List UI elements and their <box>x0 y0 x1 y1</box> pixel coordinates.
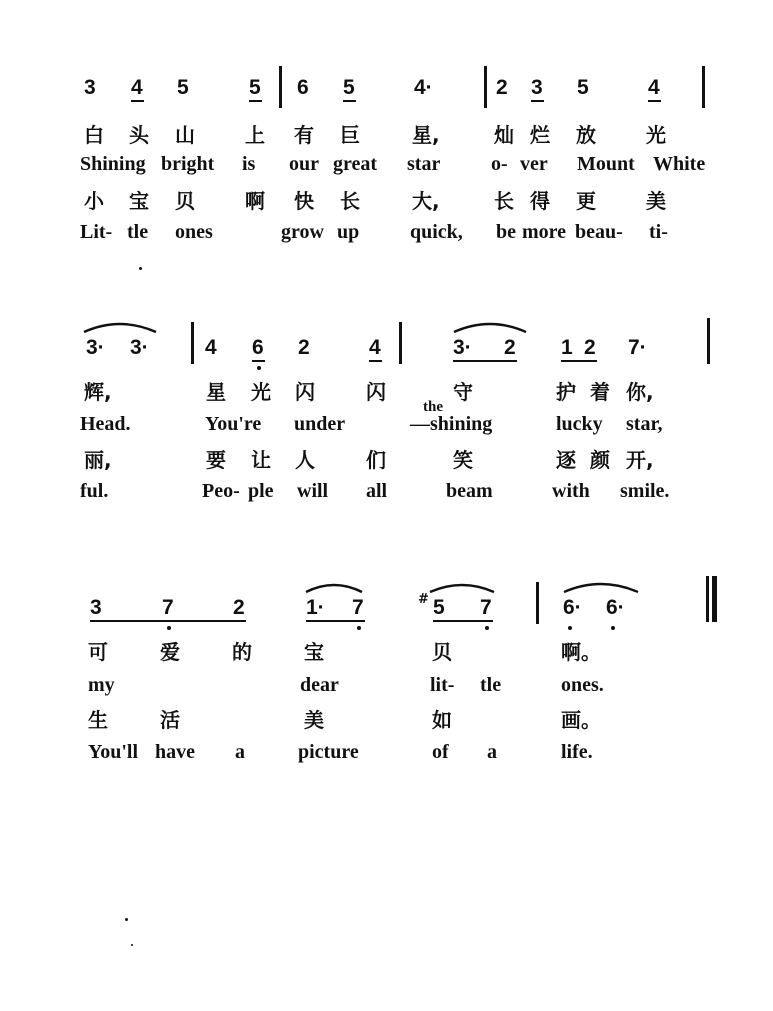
lyric-en: ver <box>520 153 548 175</box>
duration-underline <box>90 620 246 622</box>
lyric-cn: 宝 <box>304 640 324 664</box>
note: 5 <box>433 596 445 619</box>
lyric-en: tle <box>127 221 149 243</box>
lyric-en: o- <box>491 153 508 175</box>
bar-line <box>707 318 710 364</box>
note: 2 <box>298 336 310 359</box>
lyric-en: of <box>432 741 449 763</box>
lyric-cn: 你, <box>626 380 654 404</box>
lyric-en-small: the <box>423 399 443 415</box>
octave-dot <box>357 626 361 630</box>
lyric-cn: 闪 <box>366 380 386 404</box>
note: 4 <box>131 76 143 99</box>
lyric-cn: 逐 <box>556 448 576 472</box>
lyric-en: ones <box>175 221 213 243</box>
lyric-cn: 笑 <box>453 448 473 472</box>
note: 5 <box>577 76 589 99</box>
lyric-en: with <box>552 480 590 502</box>
bar-line <box>536 582 539 624</box>
note: 5 <box>343 76 355 99</box>
lyric-en: ple <box>248 480 274 502</box>
lyric-cn: 星 <box>206 380 226 404</box>
lyric-cn: 要 <box>206 448 226 472</box>
lyric-cn: 白 <box>84 123 104 147</box>
print-speck <box>125 918 128 921</box>
lyric-cn: 护 <box>556 380 576 404</box>
lyric-en: dear <box>300 674 339 696</box>
note: 6· <box>563 596 582 619</box>
lyric-cn: 山 <box>175 123 195 147</box>
lyric-en: ones. <box>561 674 604 696</box>
lyric-en: a <box>487 741 497 763</box>
lyric-cn: 闪 <box>295 380 315 404</box>
lyric-cn: 星, <box>412 123 440 147</box>
duration-underline <box>252 360 265 362</box>
lyric-en: my <box>88 674 115 696</box>
lyric-cn: 放 <box>576 123 596 147</box>
lyric-en: up <box>337 221 360 243</box>
lyric-cn: 开, <box>626 448 654 472</box>
note: 3 <box>84 76 96 99</box>
lyric-cn: 光 <box>251 380 271 404</box>
lyric-en: lucky <box>556 413 603 435</box>
note: 7 <box>480 596 492 619</box>
lyric-en: beau- <box>575 221 623 243</box>
note: 6 <box>297 76 309 99</box>
lyric-cn: 有 <box>294 123 314 147</box>
bar-line <box>484 66 487 108</box>
lyric-en: Shining <box>80 153 146 175</box>
slur <box>560 576 642 596</box>
note: 3 <box>531 76 543 99</box>
lyric-cn: 丽, <box>84 448 112 472</box>
note: 2 <box>504 336 516 359</box>
note: 6· <box>606 596 625 619</box>
lyric-en: Mount <box>577 153 635 175</box>
lyric-cn: 着 <box>590 380 610 404</box>
lyric-en: Peo- <box>202 480 240 502</box>
note: 2 <box>233 596 245 619</box>
note: 2 <box>584 336 596 359</box>
note: 5 <box>177 76 189 99</box>
lyric-cn: 宝 <box>129 189 149 213</box>
lyric-cn: 快 <box>294 189 314 213</box>
note: 1 <box>561 336 573 359</box>
lyric-cn: 得 <box>530 189 550 213</box>
lyric-cn: 贝 <box>432 640 452 664</box>
final-bar-line <box>706 576 709 622</box>
slur <box>80 316 160 336</box>
lyric-en: tle <box>480 674 502 696</box>
lyric-en: is <box>242 153 256 175</box>
lyric-en: have <box>155 741 195 763</box>
octave-dot <box>485 626 489 630</box>
lyric-cn: 巨 <box>340 123 360 147</box>
lyric-en: smile. <box>620 480 670 502</box>
octave-dot <box>167 626 171 630</box>
lyric-cn: 美 <box>304 708 324 732</box>
lyric-cn: 让 <box>251 448 271 472</box>
lyric-cn: 可 <box>88 640 108 664</box>
duration-underline <box>131 100 144 102</box>
lyric-en: lit- <box>430 674 455 696</box>
note: 3· <box>86 336 105 359</box>
octave-dot <box>257 366 261 370</box>
final-bar-line <box>712 576 717 622</box>
lyric-en: —shining <box>410 413 493 435</box>
lyric-cn: 长 <box>340 189 360 213</box>
octave-dot <box>611 626 615 630</box>
lyric-cn: 更 <box>576 189 596 213</box>
lyric-cn: 啊 <box>245 189 265 213</box>
duration-underline <box>453 360 517 362</box>
lyric-en: bright <box>161 153 215 175</box>
duration-underline <box>433 620 493 622</box>
lyric-cn: 啊。 <box>561 640 601 664</box>
note: 7 <box>352 596 364 619</box>
lyric-en: under <box>294 413 346 435</box>
lyric-cn: 颜 <box>590 448 610 472</box>
lyric-en: quick, <box>410 221 463 243</box>
lyric-cn: 烂 <box>530 123 550 147</box>
note: 6 <box>252 336 264 359</box>
lyric-en: Head. <box>80 413 131 435</box>
note: 3· <box>130 336 149 359</box>
lyric-cn: 灿 <box>494 123 514 147</box>
note: 2 <box>496 76 508 99</box>
note: 4 <box>648 76 660 99</box>
lyric-en: grow <box>281 221 324 243</box>
print-speck <box>139 267 142 270</box>
lyric-cn: 的 <box>232 640 252 664</box>
duration-underline <box>343 100 356 102</box>
lyric-en: great <box>333 153 378 175</box>
bar-line <box>399 322 402 364</box>
lyric-cn: 大, <box>412 189 440 213</box>
duration-underline <box>369 360 382 362</box>
lyric-en: You're <box>205 413 262 435</box>
lyric-en: more <box>522 221 567 243</box>
bar-line <box>191 322 194 364</box>
lyric-cn: 贝 <box>175 189 195 213</box>
lyric-cn: 光 <box>646 123 666 147</box>
octave-dot <box>568 626 572 630</box>
note: 3· <box>453 336 472 359</box>
lyric-en: a <box>235 741 245 763</box>
lyric-en: be <box>496 221 516 243</box>
lyric-en: star <box>407 153 441 175</box>
bar-line <box>702 66 705 108</box>
lyric-cn: 爱 <box>160 640 180 664</box>
print-speck <box>131 944 133 946</box>
slur <box>302 576 366 596</box>
lyric-cn: 人 <box>295 448 315 472</box>
lyric-en: White <box>653 153 706 175</box>
lyric-cn: 守 <box>453 380 473 404</box>
duration-underline <box>306 620 365 622</box>
duration-underline <box>249 100 262 102</box>
duration-underline <box>531 100 544 102</box>
lyric-cn: 画。 <box>561 708 601 732</box>
lyric-cn: 长 <box>494 189 514 213</box>
lyric-cn: 生 <box>88 708 108 732</box>
sharp-sign: # <box>418 592 429 607</box>
lyric-en: Lit- <box>80 221 113 243</box>
note: 4 <box>369 336 381 359</box>
note: 7· <box>628 336 647 359</box>
lyric-cn: 上 <box>245 123 265 147</box>
lyric-cn: 美 <box>646 189 666 213</box>
note: 1· <box>306 596 325 619</box>
lyric-en: will <box>297 480 329 502</box>
lyric-cn: 辉, <box>84 380 112 404</box>
slur <box>426 576 498 596</box>
lyric-en: all <box>366 480 388 502</box>
slur <box>450 316 530 336</box>
lyric-cn: 小 <box>84 189 104 213</box>
lyric-en: ful. <box>80 480 109 502</box>
duration-underline <box>561 360 597 362</box>
note: 7 <box>162 596 174 619</box>
lyric-cn: 们 <box>366 448 386 472</box>
lyric-en: You'll <box>88 741 139 763</box>
lyric-cn: 如 <box>432 708 452 732</box>
lyric-en: star, <box>626 413 663 435</box>
note: 5 <box>249 76 261 99</box>
note: 4· <box>414 76 433 99</box>
lyric-en: life. <box>561 741 593 763</box>
lyric-en: picture <box>298 741 359 763</box>
lyric-cn: 活 <box>160 708 180 732</box>
bar-line <box>279 66 282 108</box>
duration-underline <box>648 100 661 102</box>
note: 4 <box>205 336 217 359</box>
lyric-en: our <box>289 153 319 175</box>
lyric-cn: 头 <box>129 123 149 147</box>
note: 3 <box>90 596 102 619</box>
lyric-en: ti- <box>649 221 668 243</box>
lyric-en: beam <box>446 480 493 502</box>
